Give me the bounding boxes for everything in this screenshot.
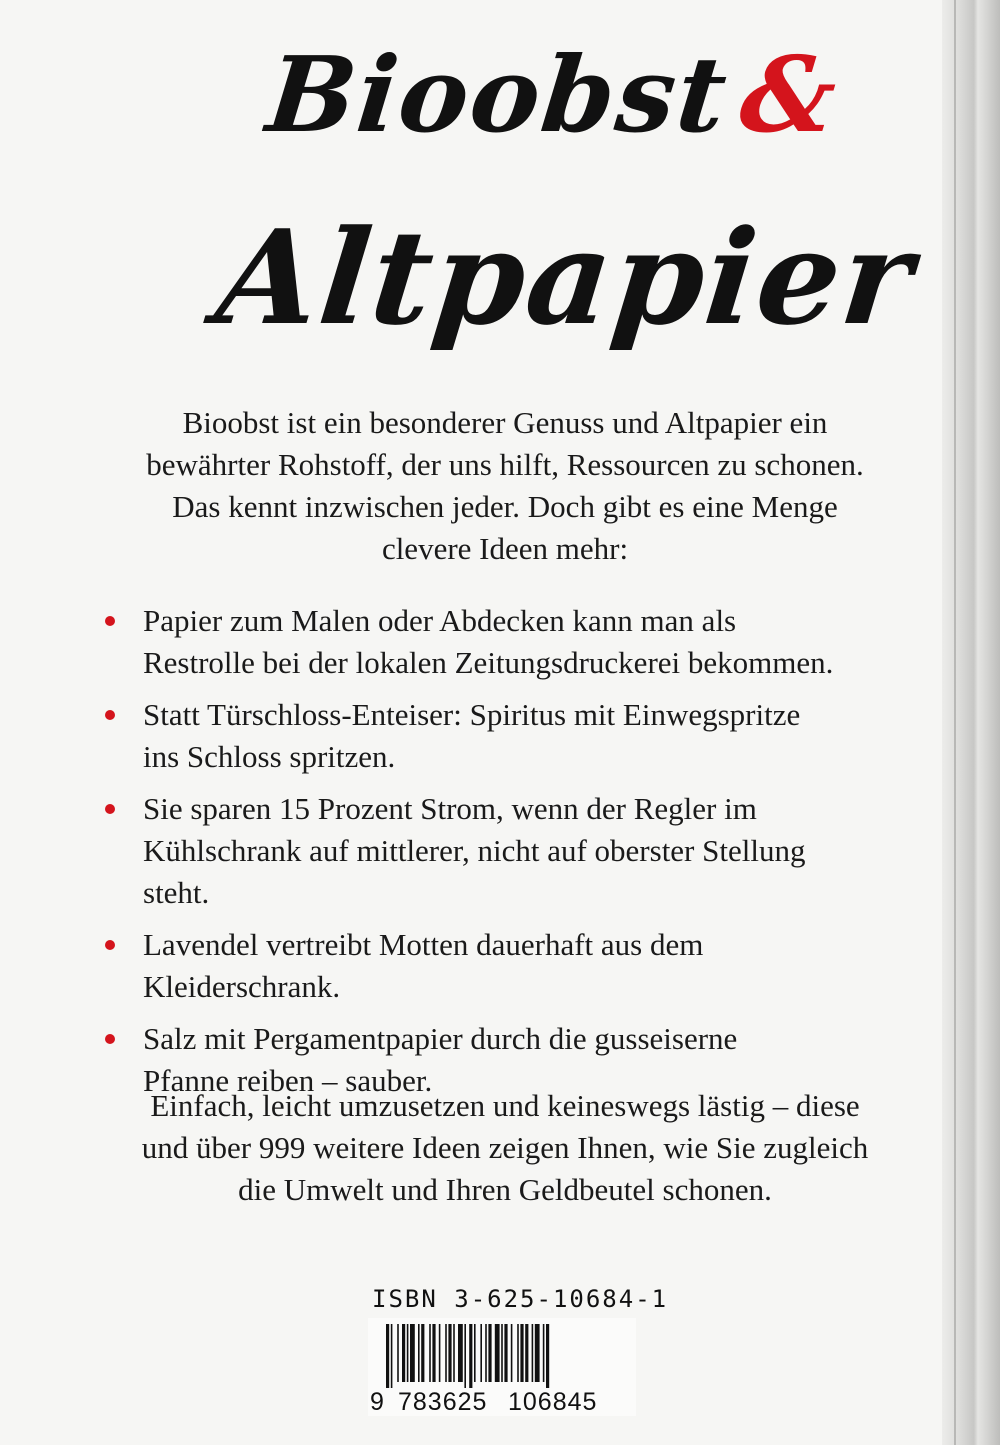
barcode-bar: [501, 1324, 503, 1382]
tip-line: Restrolle bei der lokalen Zeitungsdruckerei bekommen.: [143, 645, 834, 680]
barcode-bar: [402, 1324, 405, 1382]
barcode-bar: [391, 1324, 393, 1388]
intro-line: bewährter Rohstoff, der uns hilft, Ressourcen zu schonen.: [146, 447, 864, 482]
barcode-bar: [432, 1324, 435, 1382]
barcode: [368, 1318, 636, 1416]
barcode-bar: [543, 1324, 545, 1382]
closing-paragraph: [90, 1085, 920, 1211]
barcode-bar: [421, 1324, 424, 1382]
bullet-dot-icon: [105, 940, 115, 950]
barcode-bar: [397, 1324, 399, 1382]
title-line-2: Altpapier: [210, 201, 922, 354]
barcode-bar: [485, 1324, 487, 1382]
barcode-bar: [532, 1324, 534, 1382]
outro-line: und über 999 weitere Ideen zeigen Ihnen, wie Sie zugleich: [141, 1130, 869, 1165]
intro-line: Bioobst ist ein besonderer Genuss und Altpapier ein: [182, 405, 828, 440]
barcode-bar: [511, 1324, 513, 1382]
barcode-bar: [525, 1324, 528, 1382]
barcode-bar: [495, 1324, 500, 1382]
barcode-bar: [535, 1324, 540, 1382]
intro-line: clevere Ideen mehr:: [381, 531, 629, 566]
tip-line: Papier zum Malen oder Abdecken kann man als: [143, 603, 737, 638]
barcode-bar: [520, 1324, 523, 1382]
tip-item: [100, 788, 900, 914]
barcode-bar: [474, 1324, 476, 1382]
tip-line: Statt Türschloss-Enteiser: Spiritus mit Einwegspritze: [143, 697, 801, 732]
spine-fold-line: [954, 0, 956, 1445]
bullet-dot-icon: [105, 1034, 115, 1044]
title-word-bioobst: Bioobst: [261, 33, 734, 156]
barcode-bar: [517, 1324, 519, 1382]
barcode-bar: [418, 1324, 420, 1382]
title-ampersand: &: [735, 33, 844, 156]
barcode-bar: [439, 1324, 441, 1382]
barcode-bar: [546, 1324, 549, 1388]
intro-line: Das kennt inzwischen jeder. Doch gibt es eine Menge: [172, 489, 838, 524]
barcode-bar: [469, 1324, 472, 1388]
barcode-bar: [448, 1324, 451, 1382]
book-spine-edge: [942, 0, 1000, 1445]
barcode-bars-icon: [386, 1324, 618, 1388]
outro-line: Einfach, leicht umzusetzen und keineswegs lästig – diese: [150, 1088, 860, 1123]
bullet-dot-icon: [105, 616, 115, 626]
tip-line: ins Schloss spritzen.: [143, 739, 396, 774]
tip-line: Kühlschrank auf mittlerer, nicht auf oberster Stellung: [143, 833, 806, 868]
bullet-dot-icon: [105, 804, 115, 814]
barcode-bar: [386, 1324, 389, 1388]
intro-paragraph: [100, 402, 910, 570]
barcode-bar: [453, 1324, 455, 1382]
barcode-prefix: 9: [370, 1388, 385, 1416]
tip-line: Salz mit Pergamentpapier durch die gusseiserne: [143, 1021, 738, 1056]
outro-line: die Umwelt und Ihren Geldbeutel schonen.: [238, 1172, 772, 1207]
tip-item: [100, 924, 900, 1008]
barcode-group-2: 106845: [508, 1388, 598, 1416]
barcode-bar: [458, 1324, 463, 1382]
barcode-bar: [410, 1324, 415, 1382]
barcode-bar: [429, 1324, 431, 1382]
tip-line: Pfanne reiben – sauber.: [143, 1063, 433, 1098]
title-line-1: [261, 30, 844, 160]
barcode-bar: [488, 1324, 491, 1382]
bullet-dot-icon: [105, 710, 115, 720]
tips-list: [100, 600, 900, 1112]
barcode-bar: [480, 1324, 482, 1382]
barcode-bar: [504, 1324, 507, 1382]
isbn-number: ISBN 3-625-10684-1: [372, 1285, 669, 1313]
barcode-bar: [464, 1324, 466, 1388]
tip-item: [100, 600, 900, 684]
tip-line: steht.: [143, 875, 210, 910]
barcode-bar: [407, 1324, 409, 1382]
barcode-group-1: 783625: [398, 1388, 488, 1416]
tip-item: [100, 694, 900, 778]
barcode-bar: [445, 1324, 447, 1382]
tip-line: Kleiderschrank.: [143, 969, 341, 1004]
tip-line: Sie sparen 15 Prozent Strom, wenn der Regler im: [143, 791, 757, 826]
tip-line: Lavendel vertreibt Motten dauerhaft aus dem: [143, 927, 704, 962]
